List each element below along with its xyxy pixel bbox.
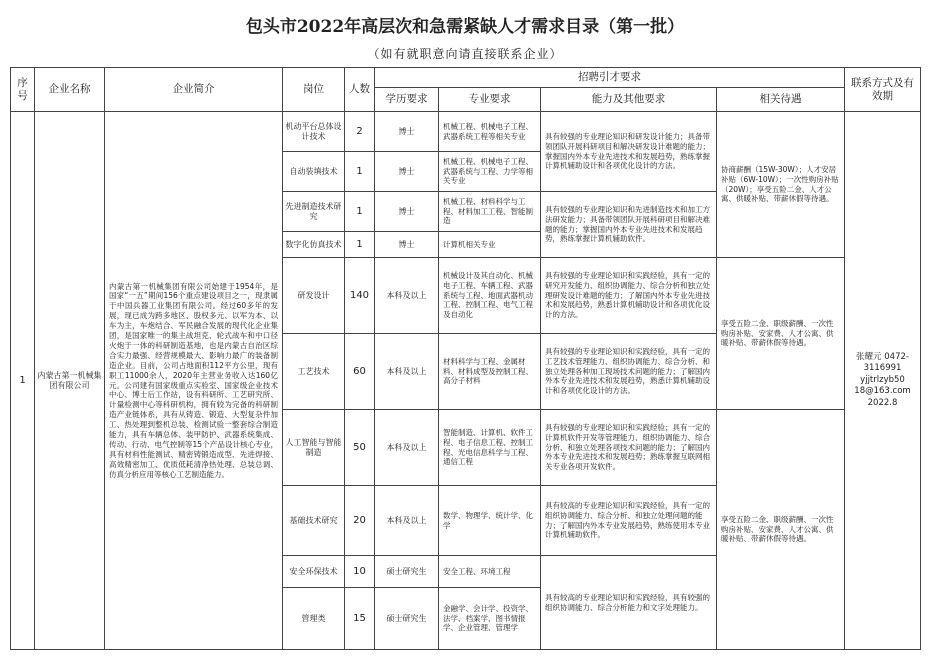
count-cell: 140 <box>345 258 375 334</box>
count-cell: 2 <box>345 112 375 152</box>
ability-cell: 具有较强的专业理论知识和先进制造技术和加工方法研发能力；具备带领团队开展科研项目和解决难题的能力；掌握国内外本专业先进技术和发展趋势，熟练掌握计算机辅助软件。 <box>541 192 717 258</box>
count-cell: 20 <box>345 486 375 556</box>
position-cell: 人工智能与智能制造 <box>283 410 345 486</box>
major-cell: 智能制造、计算机、软件工程、电子信息工程、控制工程、光电信息科学与工程、通信工程 <box>439 410 541 486</box>
company-name: 内蒙古第一机械集团有限公司 <box>35 112 105 650</box>
major-cell: 材料科学与工程、金属材料、材料成型及控制工程、高分子材料 <box>439 334 541 410</box>
header-count: 人数 <box>345 68 375 112</box>
position-cell: 先进制造技术研究 <box>283 192 345 232</box>
ability-cell: 具有较强的专业理论知识和实践经验，具有一定的工艺技术管理能力、组织协调能力、综合分析、和独立处理各种加工现场技术问题的能力；了解国内外本专业先进技术和发展趋势，熟悉计算机辅助设计和各项优化设计的方法。 <box>541 334 717 410</box>
header-benefits: 相关待遇 <box>717 88 845 112</box>
position-cell: 自动装填技术 <box>283 152 345 192</box>
page-subtitle: （如有就职意向请直接联系企业） <box>367 47 563 61</box>
ability-cell: 具有较高的专业理论知识和实践经验，具有一定的组织协调能力、综合分析、和独立处理问题的能力；了解国内外本专业发展趋势，熟练使用本专业计算机辅助软件。 <box>541 486 717 556</box>
education-cell: 本科及以上 <box>375 410 439 486</box>
header-ability: 能力及其他要求 <box>541 88 717 112</box>
position-cell: 安全环保技术 <box>283 556 345 588</box>
education-cell: 博士 <box>375 112 439 152</box>
position-cell: 管理类 <box>283 588 345 650</box>
page-title: 包头市2022年高层次和急需紧缺人才需求目录（第一批） <box>245 17 685 37</box>
major-cell: 机械工程、机械电子工程、武器系统工程等相关专业 <box>439 112 541 152</box>
major-cell: 计算机相关专业 <box>439 232 541 258</box>
header-recruit: 招聘引才要求 <box>375 68 845 88</box>
header-company: 企业名称 <box>35 68 105 112</box>
header-major: 专业要求 <box>439 88 541 112</box>
major-cell: 数学、物理学、统计学、化学 <box>439 486 541 556</box>
major-cell: 安全工程、环境工程 <box>439 556 541 588</box>
ability-cell: 具有较强的专业理论知识和研发设计能力；具备带领团队开展科研项目和解决研发设计难题的能力；掌握国内外本专业先进技术和发展趋势，熟练掌握计算机辅助设计和各项优化设计的方法。 <box>541 112 717 192</box>
major-cell: 金融学、会计学、投资学、法学、档案学、图书情报学、企业管理、管理学 <box>439 588 541 650</box>
position-cell: 工艺技术 <box>283 334 345 410</box>
table-row <box>11 112 921 152</box>
position-cell: 基础技术研究 <box>283 486 345 556</box>
benefits-cell: 享受五险二金、职级薪酬、一次性购房补贴、安家费、人才公寓、供暖补贴、带薪休假等待遇。 <box>717 258 845 410</box>
education-cell: 硕士研究生 <box>375 556 439 588</box>
education-cell: 博士 <box>375 232 439 258</box>
header-position: 岗位 <box>283 68 345 112</box>
benefits-cell: 协商薪酬（15W-30W）；人才安居补贴（6W-10W）；一次性购房补贴（20W）；享受五险二金、人才公寓、供暖补贴、带薪休假等待遇。 <box>717 112 845 258</box>
education-cell: 硕士研究生 <box>375 588 439 650</box>
count-cell: 10 <box>345 556 375 588</box>
education-cell: 博士 <box>375 152 439 192</box>
company-seq: 1 <box>11 112 35 650</box>
talent-demand-table <box>10 67 921 650</box>
education-cell: 本科及以上 <box>375 258 439 334</box>
header-contact: 联系方式及有效期 <box>845 68 921 112</box>
education-cell: 本科及以上 <box>375 486 439 556</box>
position-cell: 数字化仿真技术 <box>283 232 345 258</box>
count-cell: 1 <box>345 192 375 232</box>
ability-cell: 具有较高的专业理论知识和实践经验，具有较强的组织协调能力、综合分析能力和文字处理能力。 <box>541 556 717 650</box>
major-cell: 机械工程、机械电子工程、武器系统与工程、力学等相关专业 <box>439 152 541 192</box>
count-cell: 1 <box>345 152 375 192</box>
ability-cell: 具有较强的专业理论知识和实践经验；具有一定的计算机软件开发等管理能力、组织协调能力、综合分析、和独立处理各项技术问题的能力；了解国内外本专业先进技术和发展趋势；熟练掌握互联网相关专业各项开发软件。 <box>541 410 717 486</box>
header-education: 学历要求 <box>375 88 439 112</box>
header-intro: 企业简介 <box>105 68 283 112</box>
position-cell: 研发设计 <box>283 258 345 334</box>
ability-cell: 具有较强的专业理论知识和实践经验，具有一定的研究开发能力、组织协调能力、综合分析和独立处理研发设计难题的能力；了解国内外本专业先进技术和发展趋势，熟悉计算机辅助设计和各项优化设计的方法。 <box>541 258 717 334</box>
position-cell: 机动平台总体设计技术 <box>283 112 345 152</box>
benefits-cell: 享受五险二金、职级薪酬、一次性购房补贴、安家费、人才公寓、供暖补贴、带薪休假等待遇。 <box>717 410 845 650</box>
count-cell: 1 <box>345 232 375 258</box>
header-seq: 序号 <box>11 68 35 112</box>
contact-cell: 张耀元 0472-3116991 yjjtrlzyb50 18@163.com 2022.8 <box>845 112 921 650</box>
major-cell: 机械设计及其自动化、机械电子工程、车辆工程、武器系统与工程、地面武器机动工程、控制工程、电气工程及自动化 <box>439 258 541 334</box>
count-cell: 60 <box>345 334 375 410</box>
count-cell: 50 <box>345 410 375 486</box>
education-cell: 本科及以上 <box>375 334 439 410</box>
company-intro: 内蒙古第一机械集团有限公司始建于1954年，是国家“一五”期间156个重点建设项目之一，现隶属于中国兵器工业集团有限公司。经过60多年的发展，现已成为跨多地区、股权多元、以军为本、以车为主，车炮结合、军民融合发展的现代化企业集团，是国家唯一的集主战坦克、轮式战车和中口径火炮于一体的科研制造基地，也是内蒙古自治区综合实力最强、经营规模最大、影响力最广的装备制造企业。目前，公司占地面积112平方公里，现有职工11000余人，2020年主营业务收入达160亿元。公司建有国家级重点实验室、国家级企业技术中心、博士后工作站，设有科研所、工艺研究所、计量检测中心等科研机构，拥有较为完备的科研制造产业链体系，具有从铸造、锻造、大型复杂件加工、热处理到整机总装、检测试验一整套综合制造能力，具有车辆总体、装甲防护、武器系统集成、传动、行动、电气控制等15个产品设计核心专业，具有材料性能测试、精密铸锻造成型、先进焊接、高效精密加工、优质低耗清净热处理、总装总调、仿真分析应用等核心工艺制造能力。 <box>105 112 283 650</box>
major-cell: 机械工程、材料科学与工程、材料加工工程、智能制造 <box>439 192 541 232</box>
count-cell: 15 <box>345 588 375 650</box>
education-cell: 博士 <box>375 192 439 232</box>
